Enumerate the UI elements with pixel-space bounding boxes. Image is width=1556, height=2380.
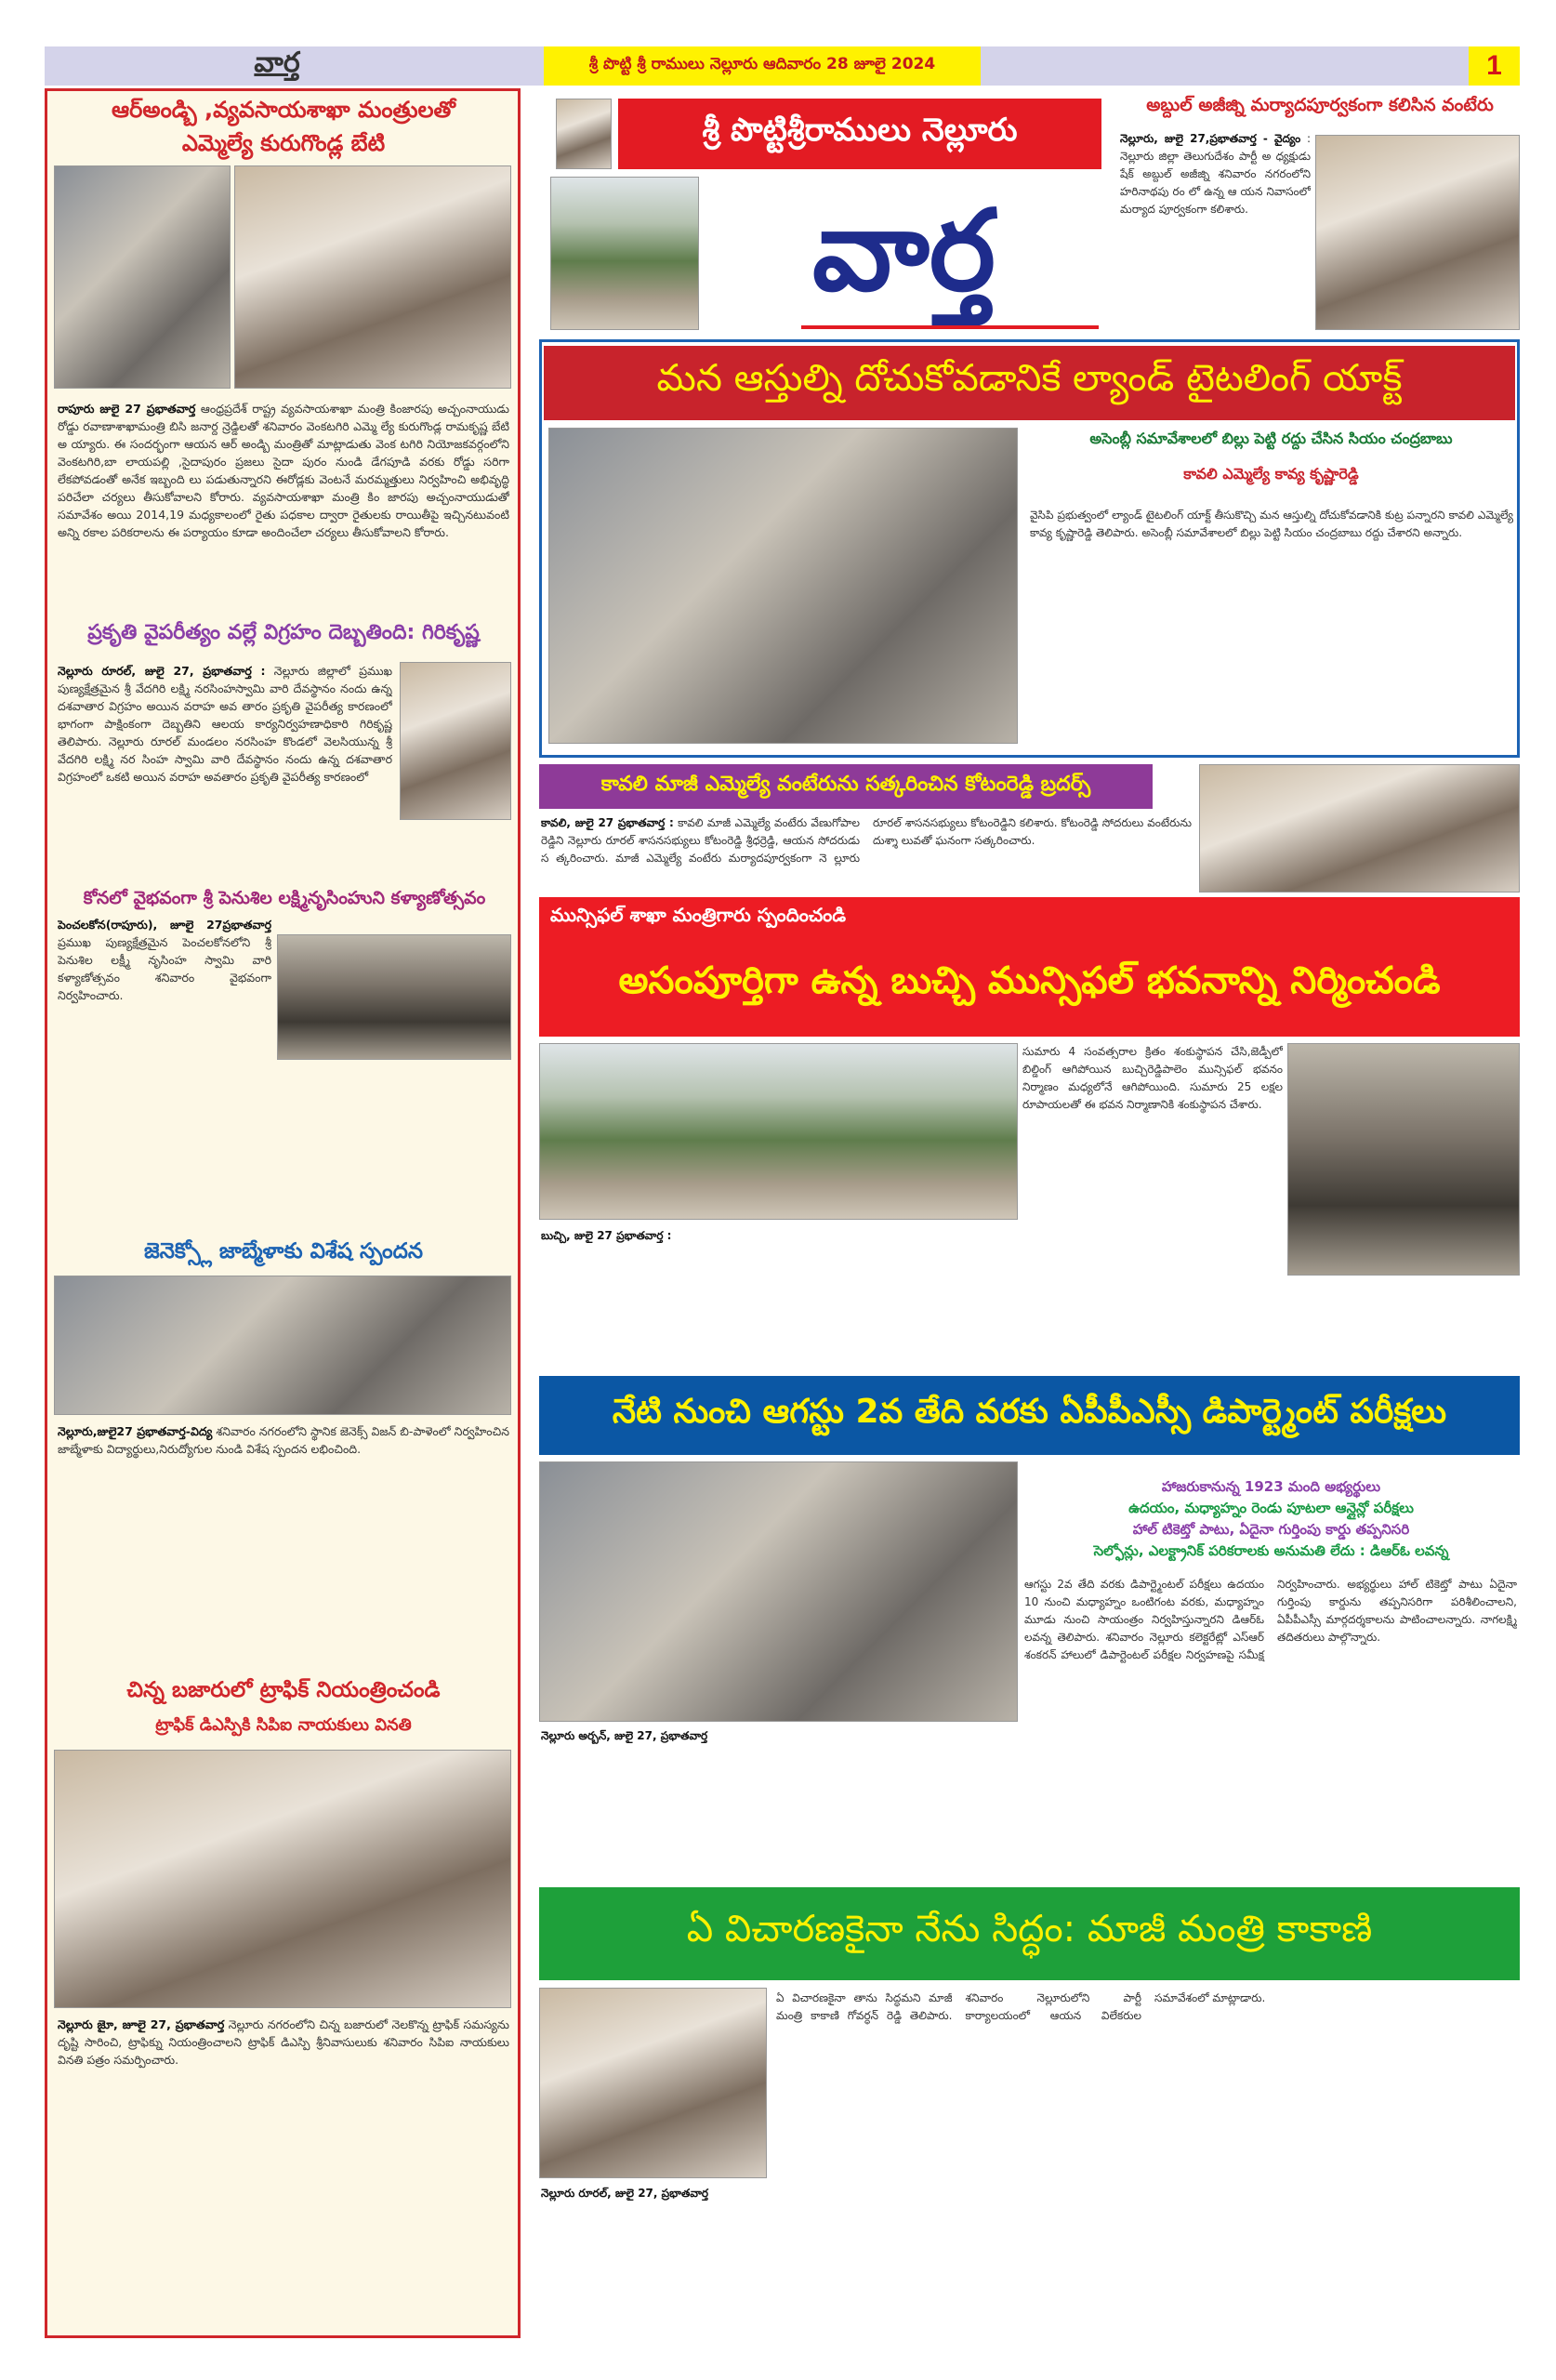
article-heading: చిన్న బజారులో ట్రాఫిక్ నియంత్రించండి [126,1678,441,1702]
article-heading: జెనెక్స్లో జాబ్మేళాకు విశేష స్పందన [143,1239,424,1263]
photo-foundation-stone [1287,1043,1520,1276]
photo-assembly [548,428,1018,744]
photo-kakani [539,1988,767,2178]
photo-kotamreddy-brothers [1199,764,1520,892]
photo-traffic [54,1750,511,2008]
headline-banner: ఏ విచారణకైనా నేను సిద్ధం: మాజీ మంత్రి కాకాణి [539,1887,1520,1980]
photo-meeting-1 [54,165,231,389]
photo-temple [277,934,511,1060]
logo-underline [801,325,1099,329]
header-dateline: శ్రీ పొట్టి శ్రీ రాములు నెల్లూరు ఆదివారం 28 జూలై 2024 [544,46,981,86]
photo-potti-sriramulu [556,99,612,169]
article-heading: కోనలో వైభవంగా శ్రీ పెనుశిల లక్ష్మినృసింహుని కళ్యాణోత్సవం [83,888,486,908]
article-body: నెల్లూరు,జులై27 ప్రభాతవార్త-విద్య శనివారం నగరంలోని స్థానిక జెనెక్స్ విజన్ బి-పాళెంలో నిర్వహించిన జాబ్మేళాకు విద్యార్థులు,నిరుద్యోగుల నుండి విశేష స్పందన లభించింది. [58,1424,509,1456]
headline-banner: కావలి మాజీ ఎమ్మెల్యే వంటేరును సత్కరించిన కోటంరెడ్డి బ్రదర్స్ [539,764,1153,809]
page-number: 1 [1469,46,1520,86]
masthead-district: శ్రీ పొట్టిశ్రీరాములు నెల్లూరు [618,99,1101,169]
article-body: వైసిపి ప్రభుత్వంలో ల్యాండ్ టైటలింగ్ యాక్ట్ తీసుకొచ్చి మన ఆస్తుల్ని దోచుకోవడానికి కుట్ర పన్నారని కావలి ఎమ్మెల్యే కావ్య కృష్ణారెడ్డి తెలిపారు. అసెంబ్లీ సమావేశాలలో బిల్లు పెట్టి సియం చంద్రబాబు రద్దు చేశారని అన్నారు. [1030,509,1513,539]
photo-meeting-2 [234,165,511,389]
article-body: నెల్లూరు రూరల్, జులై 27, ప్రభాతవార్త [541,2187,709,2200]
banner-kicker: మున్సిఫల్ శాఖా మంత్రిగారు స్పందించండి [550,904,847,926]
article-heading: ఆర్అండ్బి ,వ్యవసాయశాఖా మంత్రులతో ఎమ్మెల్యే కురుగొండ్ల బేటి [112,97,455,156]
header-logo: వార్త [254,46,300,79]
article-body: నెల్లూరు రూరల్, జులై 27, ప్రభాతవార్త : నెల్లూరు జిల్లాలో ప్రముఖ పుణ్యక్షేత్రమైన శ్రీ వేదగిరి లక్ష్మి నరసింహస్వామి వారి దేవస్థానం నందు ఉన్న దశవాతార విగ్రహం అయిన వరాహ అవ తారం ప్రకృతి వైపరీత్య కారణంలో భాగంగా పాక్షింకంగా దెబ్బతిని ఆలయ కార్యనిర్వహణాధికారి గిరికృష్ణ తెలిపారు. నెల్లూరు రూరల్ మండలం నరసింహ కొండలో వెలసియున్న శ్రీ వేదగిరి లక్ష్మి నర సింహ స్వామి వారి దేవస్థానం నందు ఉన్న దశవాతార విగ్రహంలో ఒకటి అయిన వరాహ అవతారం ప్రకృతి వైపరీత్య కారణంలో [58,664,392,784]
headline-banner: మన ఆస్తుల్ని దోచుకోవడానికే ల్యాండ్ టైటలింగ్ యాక్ట్ [544,346,1515,420]
photo-girikrishna [400,662,511,820]
photo-municipal-building [539,1043,1018,1220]
article-body: బుచ్చి, జులై 27 ప్రభాతవార్త : [541,1229,672,1242]
article-subheadings: హాజరుకానున్న 1923 మంది అభ్యర్థులు ఉదయం, మధ్యాహ్నం రెండు పూటలా ఆన్లైన్లో పరీక్షలు హాల్ టికెట్తో పాటు, ఏదైనా గుర్తింపు కార్డు తప్పనిసరి సెల్ఫోన్లు, ఎలక్ట్రానిక్ పరికరాలకు అనుమతి లేదు : డిఆర్ఓ లవన్న [1093,1478,1449,1559]
photo-review-meeting [539,1461,1018,1722]
article-subheading: కావలి ఎమ్మెల్యే కావ్య కృష్ణారెడ్డి [1183,465,1359,483]
photo-collage [550,177,699,330]
article-body: కావలి, జులై 27 ప్రభాతవార్త : కావలి మాజీ ఎమ్మెల్యే వంటేరు వేణుగోపాల రెడ్డిని నెల్లూరు రూరల్ శాసనసభ్యులు కోటంరెడ్డి శ్రీధర్రెడ్డి, ఆయన సోదరుడు స త్కరించారు. మాజీ ఎమ్మెల్యే వంటేరు మర్యాదపూర్వకంగా నె ల్లూరు రూరల్ శాసనసభ్యులు కోటంరెడ్డిని కలిశారు. కోటంరెడ్డి సోదరులు వంటేరును దుశ్శా లువతో ఘనంగా సత్కరించారు. [541,816,1192,865]
photo-jobmela [54,1276,511,1415]
article-body: సుమారు 4 సంవత్సరాల క్రితం శంకుస్థాపన చేసి,జెడ్పీలో బిల్డింగ్ ఆగిపోయిన బుచ్చిరెడ్డిపాలెం మున్సిఫల్ భవనం నిర్మాణం మధ్యలోనే ఆగిపోయింది. సుమారు 25 లక్షల రూపాయలతో ఈ భవన నిర్మాణానికి శంకుస్థాపన చేశారు. [1022,1045,1283,1111]
masthead-logo: వార్త [812,185,996,316]
article-heading: అబ్దుల్ అజీజ్ని మర్యాదపూర్వకంగా కలిసిన వంటేరు [1146,95,1494,115]
headline-banner-text: అసంపూర్తిగా ఉన్న బుచ్చి మున్సిఫల్ భవనాన్ని నిర్మించండి [618,959,1441,1002]
article-heading: ప్రకృతి వైపరీత్యం వల్లే విగ్రహం దెబ్బతింది: గిరికృష్ణ [87,621,480,644]
article-subheading: అసెంబ్లీ సమావేశాలలో బిల్లు పెట్టి రద్దు చేసిన సియం చంద్రబాబు [1089,430,1453,447]
article-body: రాపూరు జులై 27 ప్రభాతవార్త ఆంధ్రప్రదేశ్ రాష్ట్ర వ్యవసాయశాఖా మంత్రి కింజారపు అచ్చంనాయుడు రోడ్డు రవాణాశాఖామంత్రి బిసి జనార్ద న్రెడ్డిలతో శనివారం వెంకటగిరి ఎమ్మె ల్యే కురుగొండ్ల రామకృష్ణ బేటి అ య్యారు. ఈ సందర్భంగా ఆయన ఆర్ అండ్బి మంత్రితో మాట్లాడుతు వెంక టగిరి నియోజకవర్గంలోని వెంకటగిరి,బా లాయపల్లి ,సైదాపురం ప్రజలు సైదా పురం నుండి డేగపూడి వరకు రోడ్డు సరిగా లేకపోవడంతో అనేక ఇబ్బంది లు పడుతున్నారని ఈరోడ్లకు వెంటనే మరమ్మత్తులు నిర్వహించి అభివృద్ధి పరిచేలా చర్యలు తీసుకోవాలని కోరారు. వ్యవసాయశాఖా మంత్రి కిం జారపు అచ్చంనాయుడుతో సమావేశం అయి 2014,19 మధ్యకాలంలో రైతు పధకాల ద్వారా రైతులకు రాయితీపై ఇచ్చినటువంటి అన్ని రకాల పరికరాలను ఈ పర్యాయం కూడా అందించేలా చర్యలు తీసుకోవాలని కోరారు. [58,402,509,539]
article-body: నెల్లూరు అర్బన్, జులై 27, ప్రభాతవార్త [541,1729,708,1742]
article-body: నెల్లూరు, జులై 27,ప్రభాతవార్త - వైద్యం : నెల్లూరు జిల్లా తెలుగుదేశం పార్టీ అ ధ్యక్షుడు షేక్ అబ్దుల్ అజీజ్ని శనివారం నగరంలోని హరినాథపు రం లో ఉన్న ఆ యన నివాసంలో మర్యాద పూర్వకంగా కలిశారు. [1120,132,1311,216]
headline-banner: నేటి నుంచి ఆగస్టు 2వ తేది వరకు ఏపీపీఎస్సీ డిపార్ట్మెంట్ పరీక్షలు [539,1376,1520,1455]
article-body: పెంచలకోన(రాపూరు), జూలై 27ప్రభాతవార్త ప్రముఖ పుణ్యక్షేత్రమైన పెంచలకోనలోని శ్రీ పెనుశిల లక్ష్మీ నృసింహ స్వామి వారి కళ్యాణోత్సవం శనివారం వైభవంగా నిర్వహించారు. [58,918,271,1002]
article-body: ఏ విచారణకైనా తాను సిద్ధమని మాజీ మంత్రి కాకాణి గోవర్ధన్ రెడ్డి తెలిపారు. శనివారం నెల్లూరులోని పార్టీ కార్యాలయంలో ఆయన విలేకరుల సమావేశంలో మాట్లాడారు. [776,1991,1266,2022]
photo-aziz [1315,135,1520,330]
article-body: ఆగస్టు 2వ తేది వరకు డిపార్ట్మెంటల్ పరీక్షలు ఉదయం 10 నుంచి మధ్యాహ్నం ఒంటిగంట వరకు, మధ్యాహ్నం మూడు నుంచి సాయంత్రం నిర్వహిస్తున్నారని డిఆర్ఓ లవన్న తెలిపారు. శనివారం నెల్లూరు కలెక్టరేట్లో ఎస్ఆర్ శంకరన్ హాలులో డిపార్టెంటల్ పరీక్షల నిర్వహణపై సమీక్ష నిర్వహించారు. అభ్యర్థులు హాల్ టికెట్తో పాటు ఏదైనా గుర్తింపు కార్డును తప్పనిసరిగా పరిశీలించాలని, ఏపీపీఎస్సీ మార్గదర్శకాలను పాటించాలన్నారు. నాగలక్ష్మి తదితరులు పాల్గొన్నారు. [1024,1578,1517,1661]
article-body: నెల్లూరు జైూ, జూలై 27, ప్రభాతవార్త నెల్లూరు నగరంలోని చిన్న బజారులో నెలకొన్న ట్రాఫిక్ సమస్యను దృష్టి సారించి, ట్రాఫిక్ను నియంత్రించాలని ట్రాఫిక్ డిఎస్పి శ్రీనివాసులుకు శనివారం సిపిఐ నాయకులు వినతి పత్రం సమర్పించారు. [58,2017,509,2067]
article-subheading: ట్రాఫిక్ డిఎస్పికి సిపిఐ నాయకులు వినతి [155,1715,412,1735]
